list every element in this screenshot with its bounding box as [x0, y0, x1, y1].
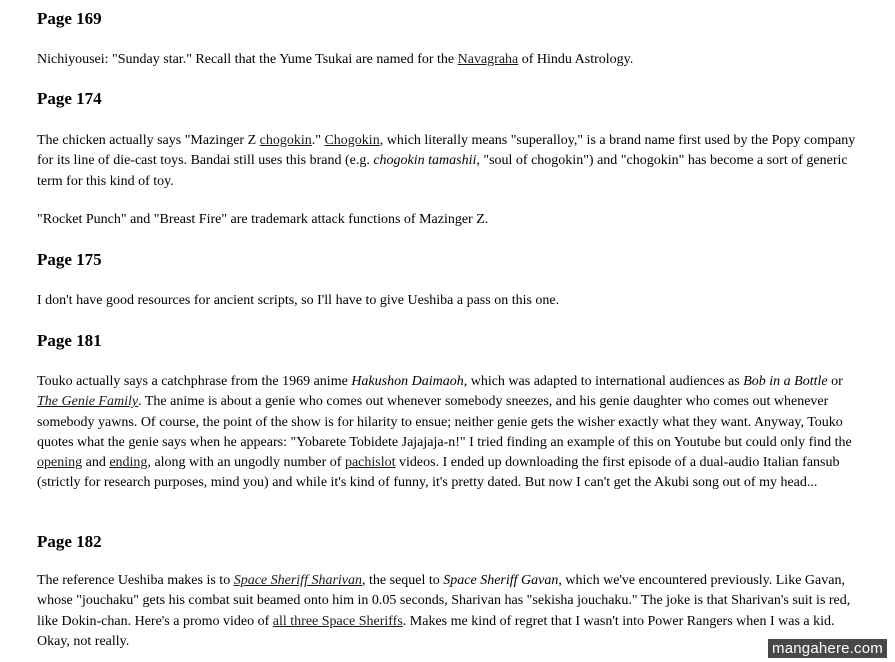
paragraph-page-169: Nichiyousei: "Sunday star." Recall that the Yume Tsukai are named for the Navagraha of Hindu Astrology.: [37, 52, 634, 67]
pachislot-link[interactable]: pachislot: [344, 455, 396, 471]
navagraha-link[interactable]: Navagraha: [457, 52, 519, 67]
section-heading-page-174: Page 174: [37, 89, 102, 108]
ending-link[interactable]: ending: [109, 455, 148, 471]
opening-link[interactable]: opening: [37, 455, 83, 471]
chogokin-link[interactable]: chogokin: [259, 133, 312, 148]
chogokin-wiki-link[interactable]: Chogokin: [324, 133, 380, 148]
section-heading-page-169: Page 169: [37, 9, 102, 28]
space-sheriffs-video-link[interactable]: all three Space Sheriffs: [272, 613, 403, 629]
section-heading-page-175: Page 175: [37, 250, 102, 269]
paragraph-page-174-1: The chicken actually says "Mazinger Z chogokin." Chogokin, which literally means "superalloy," is a brand name first used by the Popy company for its line of die-cast toys. Bandai still uses this brand (e.g. chogokin tamashii, "soul of chogokin") and "chogokin" has become a sort of generic term for this kind of toy.: [37, 133, 856, 189]
section-heading-page-182: Page 182: [37, 532, 102, 551]
paragraph-page-182: The reference Ueshiba makes is to Space Sheriff Sharivan, the sequel to Space Sheriff Gavan, which we've encountered previously. Like Gavan, whose "jouchaku" gets his combat suit beamed onto him in 0.05 seconds, Sharivan has "sekisha jouchaku." The joke is that Sharivan's suit is red, like Dokin-chan. Here's a promo video of all three Space Sheriffs. Makes me kind of regret that I wasn't into Power Rangers when I was a kid. Okay, not really.: [37, 573, 851, 649]
paragraph-page-181: Touko actually says a catchphrase from the 1969 anime Hakushon Daimaoh, which was adapted to international audiences as Bob in a Bottle or The Genie Family. The anime is about a genie who comes out whenever somebody sneezes, and his genie daughter who comes out whenever somebody yawns. Of course, the point of the show is for hilarity to ensue; neither genie gets the wisher exactly what they want. Anyway, Touko quotes what the genie says when he appears: "Yobarete Tobidete Jajajaja-n!" I tried finding an example of this on Youtube but could only find the opening and ending, along with an ungodly number of pachislot videos. I ended up downloading the first episode of a dual-audio Italian fansub (strictly for research purposes, mind you) and while it's kind of funny, it's pretty dated. But now I can't get the Akubi song out of my head...: [37, 374, 852, 491]
watermark: mangahere.com: [768, 639, 887, 658]
genie-family-link[interactable]: The Genie Family: [37, 394, 139, 410]
sharivan-link[interactable]: Space Sheriff Sharivan: [233, 573, 363, 588]
section-heading-page-181: Page 181: [37, 331, 102, 350]
paragraph-page-174-2: "Rocket Punch" and "Breast Fire" are trademark attack functions of Mazinger Z.: [37, 212, 489, 227]
paragraph-page-175: I don't have good resources for ancient scripts, so I'll have to give Ueshiba a pass on this one.: [37, 293, 560, 308]
